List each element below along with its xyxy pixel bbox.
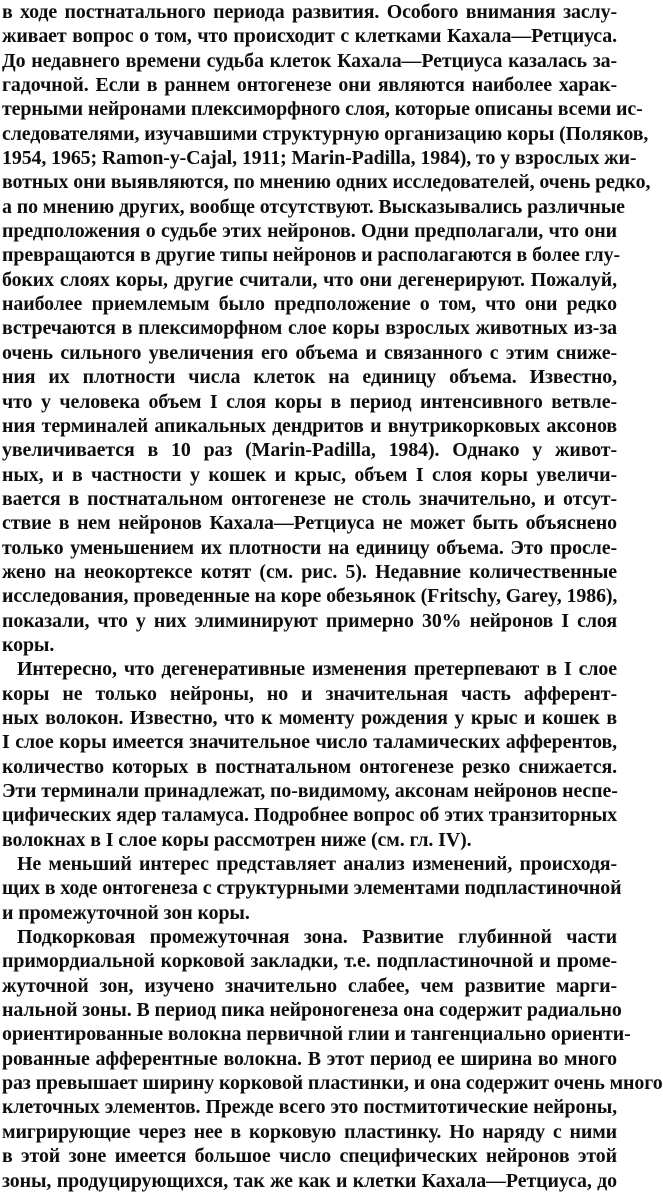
text-line: что у человека объем I слоя коры в период интенсивного ветвле- — [2, 390, 617, 413]
text-line: примордиальной корковой закладки, т.е. подпластиночной и проме- — [2, 950, 617, 973]
text-line: клеточных элементов. Прежде всего это постмитотические нейроны, — [2, 1096, 617, 1119]
text-line: только уменьшением их плотности на единицу объема. Это просле- — [2, 536, 617, 559]
paragraph-subplate-intro — [2, 852, 622, 925]
text-line: жуточной зон, изучено значительно слабее, чем развитие марги- — [2, 974, 617, 997]
text-line: жено на неокортексе котят (см. рис. 5). Недавние количественные — [2, 560, 617, 583]
text-line: мигрирующие через нее в корковую пластинку. Но наряду с ними — [2, 1120, 617, 1143]
text-line: исследования, проведенные на коре обезьянок (Fritschy, Garey, 1986), — [2, 585, 618, 608]
text-line: показали, что у них элиминируют примерно 30% нейронов I слоя — [2, 609, 617, 632]
text-line: в этой зоне имеется большое число специфических нейронов этой — [2, 1145, 617, 1168]
text-line: Не меньший интерес представляет анализ изменений, происходя- — [17, 853, 617, 876]
section-heading: Подкорковая промежуточная зона. — [17, 926, 348, 949]
text-line: превращаются в другие типы нейронов и располагаются в более глу- — [2, 244, 620, 267]
text-line: гадочной. Если в раннем онтогенезе они являются наиболее харак- — [2, 74, 617, 97]
text-line: боких слоях коры, другие считали, что они дегенерируют. Пожалуй, — [2, 268, 617, 291]
text-line: вается в постнатальном онтогенезе не столь значительно, и отсут- — [2, 487, 617, 510]
text-line: вотных они выявляются, по мнению одних исследователей, очень редко, — [2, 171, 651, 194]
text-line — [2, 925, 617, 949]
text-line: ных, и в частности у кошек и крыс, объем I слоя коры увеличи- — [2, 463, 617, 486]
text-line: I слое коры имеется значительное число таламических афферентов, — [2, 731, 617, 754]
text-line: цифических ядер таламуса. Подробнее вопрос об этих транзиторных — [2, 804, 617, 827]
text-line: в ходе постнатального периода развития. Особого внимания заслу- — [2, 1, 617, 23]
text-line: встречаются в плексиморфном слое коры взрослых животных из-за — [2, 317, 617, 340]
text-line: следователями, изучавшими структурную организацию коры (Поляков, — [2, 122, 649, 145]
text-line: предположения о судьбе этих нейронов. Одни предполагали, что они — [2, 220, 617, 243]
text-line: 1954, 1965; Ramon-y-Cajal, 1911; Marin-Padilla, 1984), то у взрослых жи- — [2, 147, 637, 170]
text-line: зоны, продуцирующихся, так же как и клетки Кахала—Ретциуса, до — [2, 1169, 617, 1192]
text-line: терными нейронами плексиморфного слоя, которые описаны всеми ис- — [2, 98, 643, 121]
text-line: Эти терминали принадлежат, по-видимому, аксонам нейронов неспе- — [2, 780, 618, 802]
text-line: а по мнению других, вообще отсутствуют. Высказывались различные — [2, 195, 625, 218]
text-line: и промежуточной зон коры. — [2, 901, 250, 924]
text-line: количество которых в постнатальном онтогенезе резко снижается. — [2, 755, 617, 778]
text-line: нальной зоны. В период пика нейроногенеза она содержит радиально — [2, 999, 622, 1022]
text-line: ориентированные волокна первичной глии и тангенциально ориенти- — [2, 1023, 631, 1046]
text-line: щих в ходе онтогенеза с структурными элементами подпластиночной — [2, 877, 622, 900]
text-line: Интересно, что дегенеративные изменения претерпевают в I слое — [17, 658, 617, 681]
text-line: волокнах в I слое коры рассмотрен ниже (см. гл. IV). — [2, 828, 472, 851]
text-line: коры. — [2, 633, 55, 656]
text-line: ния их плотности числа клеток на единицу объема. Известно, — [2, 366, 617, 389]
paragraph-cajal-retzius — [2, 0, 651, 657]
heading-line-text: Развитие глубинной части — [362, 926, 618, 949]
text-line: До недавнего времени судьба клеток Кахала—Ретциуса казалась за- — [2, 49, 617, 72]
text-line: рованные афферентные волокна. В этот период ее ширина во много — [2, 1047, 617, 1070]
text-line: ния терминалей апикальных дендритов и внутрикорковых аксонов — [2, 414, 617, 437]
text-line: увеличивается в 10 раз (Marin-Padilla, 1984). Однако у живот- — [2, 439, 617, 462]
text-line: ных волокон. Известно, что к моменту рождения у крыс и кошек в — [2, 706, 617, 729]
text-line: коры не только нейроны, но и значительная часть афферент- — [2, 682, 617, 705]
text-line: наиболее приемлемым было предположение о том, что они редко — [2, 293, 617, 316]
text-line: раз превышает ширину корковой пластинки, и она содержит очень много — [2, 1072, 663, 1095]
text-line: живает вопрос о том, что происходит с клетками Кахала—Ретциуса. — [2, 25, 617, 48]
paragraph-intermediate-zone — [2, 925, 663, 1193]
paragraph-afferent-fibers — [2, 657, 617, 852]
text-line: ствие в нем нейронов Кахала—Ретциуса не может быть объяснено — [2, 512, 617, 535]
text-line: очень сильного увеличения его объема и связанного с этим сниже- — [2, 341, 617, 364]
